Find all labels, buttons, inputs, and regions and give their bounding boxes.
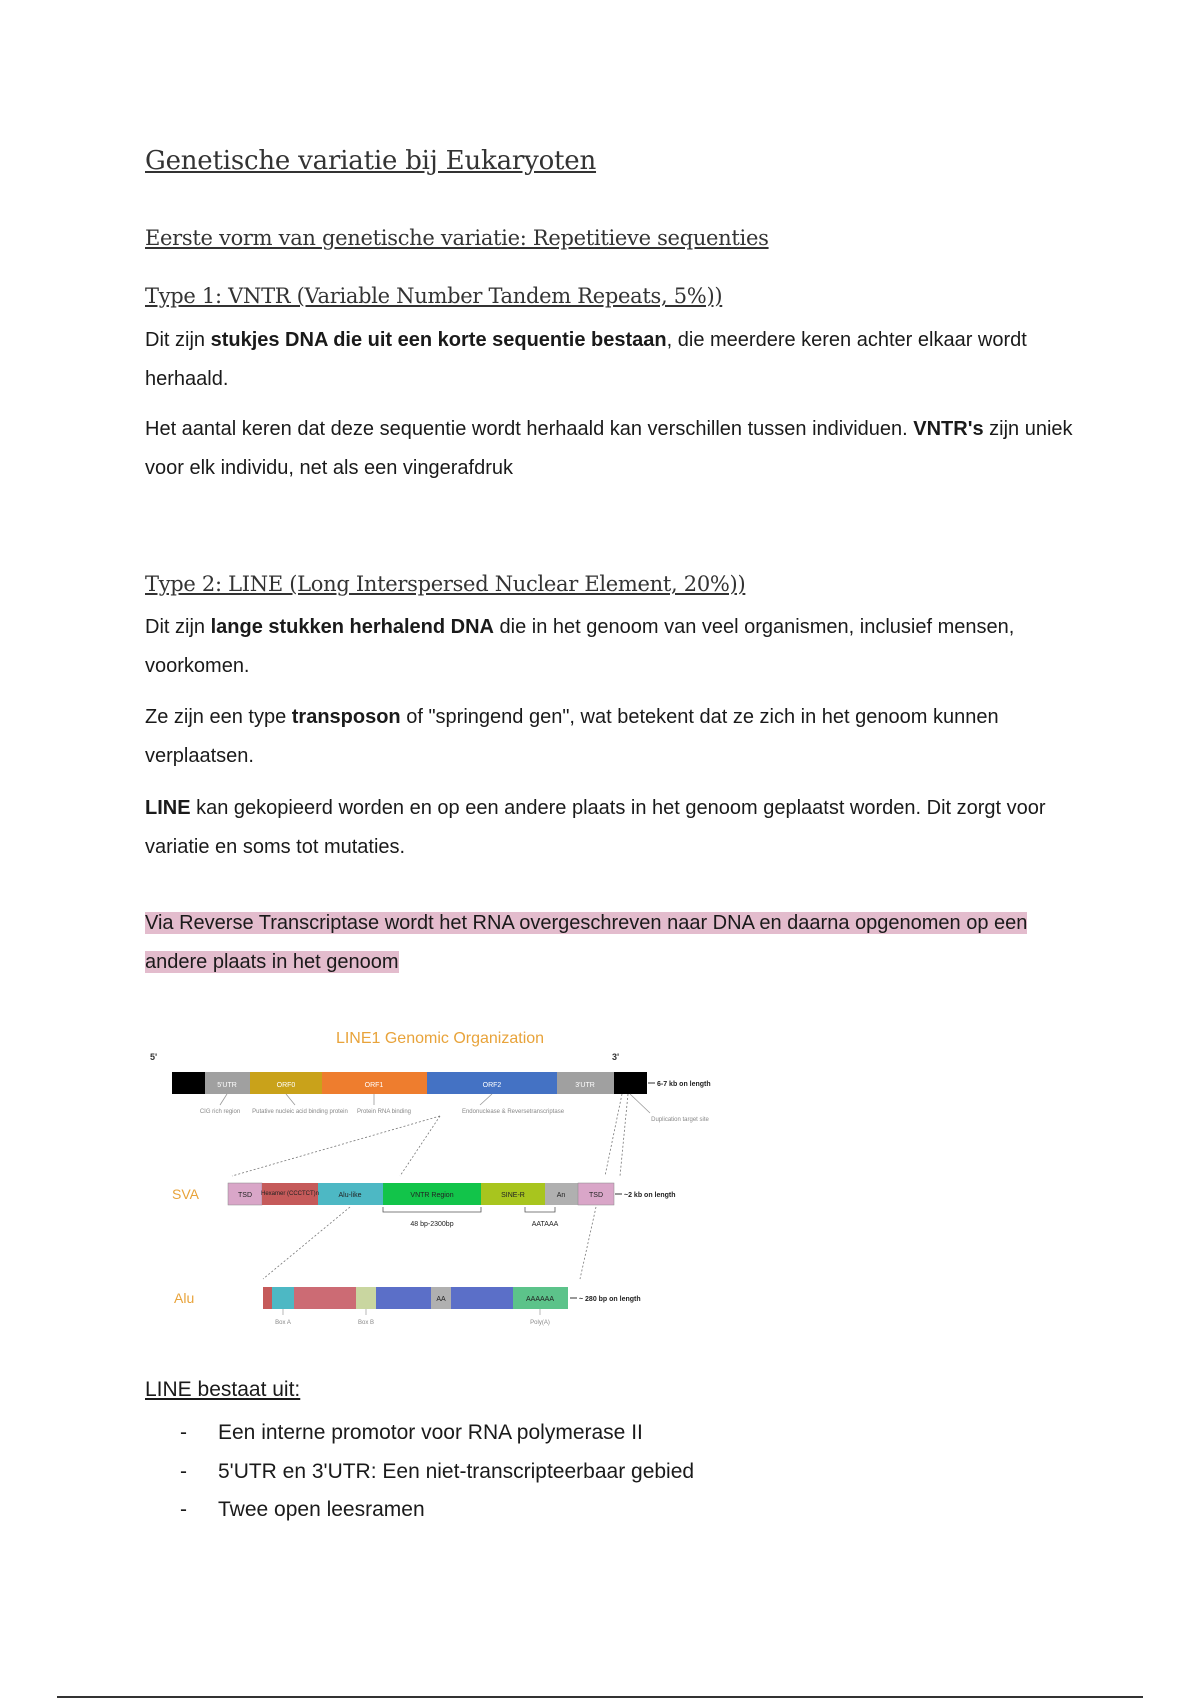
- line1-annotation: CIG rich region: [199, 1109, 241, 1115]
- seg-label: SINE-R: [501, 1192, 525, 1199]
- seg-label: TSD: [238, 1192, 252, 1199]
- alu-annotation: Box B: [357, 1320, 375, 1326]
- seg-label: Alu-like: [338, 1192, 362, 1199]
- list-heading: LINE bestaat uit:: [145, 1378, 301, 1401]
- seg-label: An: [556, 1192, 566, 1199]
- bullet-list: [180, 1414, 694, 1530]
- seg-label: Hexamer (CCCTCT)n: [260, 1191, 320, 1197]
- bottom-rule: [57, 1696, 1143, 1698]
- line1-length: 6-7 kb on length: [657, 1081, 711, 1088]
- type1-heading: Type 1: VNTR (Variable Number Tandem Repeats, 5%)): [145, 284, 723, 308]
- section-heading: Eerste vorm van genetische variatie: Repetitieve sequenties: [145, 226, 769, 250]
- seg-label: AA: [436, 1296, 446, 1303]
- type2-heading: Type 2: LINE (Long Interspersed Nuclear Element, 20%)): [145, 572, 746, 596]
- type2-paragraph-3: LINE kan gekopieerd worden en op een andere plaats in het genoom geplaatst worden. Dit zorgt voor variatie en soms tot mutaties.: [145, 797, 1046, 858]
- line1-genomic-organization-figure: [150, 1017, 750, 1335]
- seg-label: 5'UTR: [217, 1082, 237, 1089]
- highlighted-paragraph: Via Reverse Transcriptase wordt het RNA overgeschreven naar DNA en daarna opgenomen op een andere plaats in het genoom: [145, 912, 1028, 973]
- sva-annotation: 48 bp-2300bp: [410, 1221, 454, 1228]
- line1-annotation: Endonuclease & Reversetranscriptase: [461, 1109, 565, 1115]
- type2-paragraph-2: Ze zijn een type transposon of "springend gen", wat betekent dat ze zich in het genoom kunnen verplaatsen.: [145, 706, 999, 767]
- seg-label: 3'UTR: [575, 1082, 595, 1089]
- alu-annotation: Box A: [275, 1320, 291, 1326]
- type2-paragraph-1: Dit zijn lange stukken herhalend DNA die in het genoom van veel organismen, inclusief mensen, voorkomen.: [145, 616, 1015, 677]
- seg-label: AAAAAA: [525, 1296, 555, 1303]
- list-item: - Een interne promotor voor RNA polymerase II: [180, 1421, 643, 1444]
- alu-length: ~ 280 bp on length: [579, 1296, 641, 1303]
- alu-bar: [263, 1287, 641, 1326]
- line1-annotation: Protein RNA binding: [356, 1109, 412, 1115]
- figure-title: LINE1 Genomic Organization: [335, 1030, 545, 1047]
- end3-label: 3': [612, 1052, 620, 1062]
- list-item: - Twee open leesramen: [180, 1498, 425, 1521]
- seg-label: ORF1: [364, 1082, 384, 1089]
- line1-annotation: Putative nucleic acid binding protein: [252, 1109, 348, 1115]
- type1-paragraph-2: Het aantal keren dat deze sequentie wordt herhaald kan verschillen tussen individuen. VNTR's zijn uniek voor elk individu, net als een vingerafdruk: [145, 418, 1073, 479]
- page-title: Genetische variatie bij Eukaryoten: [145, 146, 597, 176]
- seg-label: TSD: [589, 1192, 603, 1199]
- sva-length: ~2 kb on length: [624, 1192, 676, 1199]
- line1-bar: [172, 1072, 711, 1123]
- end5-label: 5': [150, 1052, 158, 1062]
- list-item: - 5'UTR en 3'UTR: Een niet-transcripteerbaar gebied: [180, 1459, 695, 1483]
- alu-label: Alu: [174, 1290, 195, 1306]
- seg-label: ORF0: [276, 1082, 296, 1089]
- seg-label: VNTR Region: [410, 1192, 454, 1199]
- type1-paragraph-1: Dit zijn stukjes DNA die uit een korte sequentie bestaan, die meerdere keren achter elkaar wordt herhaald.: [145, 329, 1027, 390]
- line1-annotation: Duplication target site: [651, 1117, 709, 1123]
- sva-bar: [228, 1183, 676, 1228]
- alu-annotation: Poly(A): [530, 1320, 550, 1326]
- seg-label: ORF2: [482, 1082, 502, 1089]
- sva-label: SVA: [172, 1186, 199, 1202]
- line1-black-left: [172, 1072, 205, 1094]
- sva-annotation: AATAAA: [531, 1221, 559, 1228]
- line1-black-right: [614, 1072, 647, 1094]
